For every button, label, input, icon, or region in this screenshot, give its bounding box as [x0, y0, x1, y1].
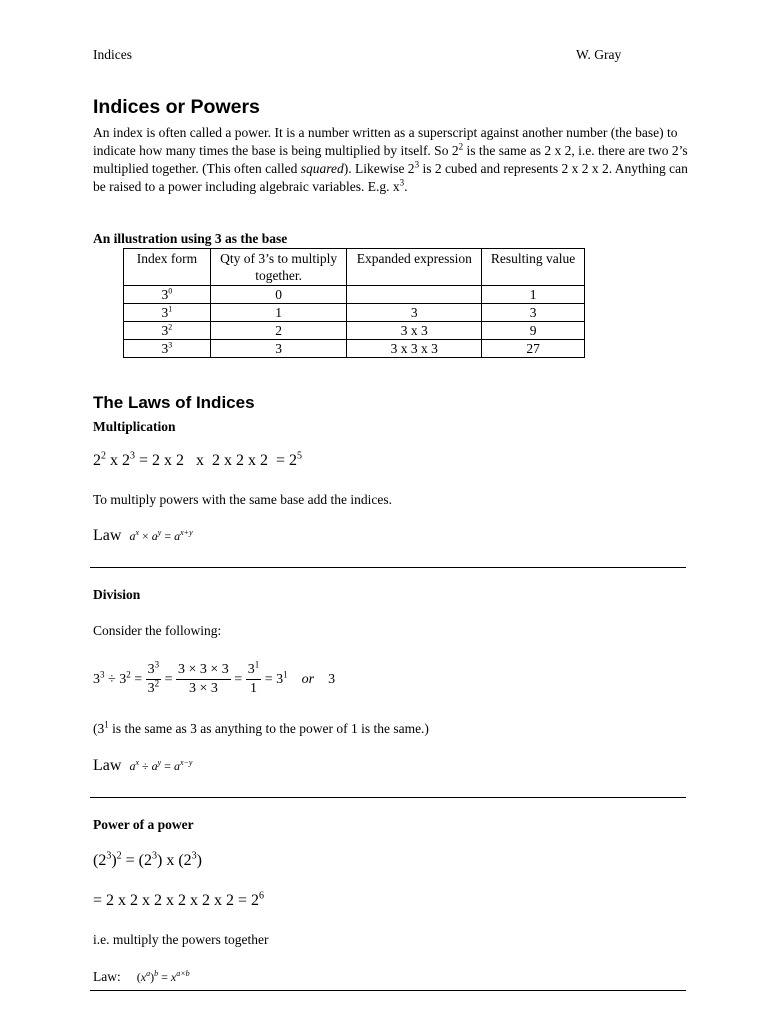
value-cell: 1	[482, 286, 585, 304]
expanded-cell	[347, 286, 482, 304]
qty-cell: 3	[210, 340, 347, 358]
power-law: Law: $(x^a)^b = x^{a\times b}$	[93, 969, 190, 984]
page-title: Indices or Powers	[93, 96, 260, 118]
index-form-cell: $3^3$	[124, 340, 211, 358]
division-example: $3^3 \div 3^2$ = $\frac{3^3}{3^2}$ = $\frac{3 \times 3 \times 3}{3 \times 3}$ = $\frac{3^1}{1}$ = $3^1$ or 3	[93, 659, 336, 697]
multiplication-example: $2^2$ x $2^3 = 2$ x 2 x 2 x 2 x $2 = 2^5$	[93, 450, 303, 469]
power-note: i.e. multiply the powers together	[93, 932, 269, 947]
table-row	[124, 322, 585, 340]
value-cell: 27	[482, 340, 585, 358]
header-left: Indices	[93, 47, 132, 62]
table-row	[124, 340, 585, 358]
fraction: $\frac{3^1}{1}$	[247, 659, 260, 697]
col-header-expanded: Expanded expression	[347, 249, 482, 286]
header-right: W. Gray	[576, 47, 622, 62]
table-row	[124, 304, 585, 322]
col-header-index-form: Index form	[124, 249, 211, 286]
division-heading: Division	[93, 587, 141, 602]
qty-cell: 2	[210, 322, 347, 340]
section-divider	[90, 567, 686, 568]
division-consider: Consider the following:	[93, 623, 222, 638]
table-row	[124, 286, 585, 304]
power-example-1: $(2^3)^2 = (2^3)$ x $(2^3)$	[93, 850, 202, 869]
intro-paragraph: An index is often called a power. It is a number written as a superscript against another number (the base) to indicate how many times the base is being multiplied by itself. So $2^2$ is the same as 2 x 2, i.e. there are two 2’s multiplied together. (This often called squared). Likewise $2^3$ is 2 cubed and represents 2 x 2 x 2. Anything can be raised to a power including algebraic variables. E.g. $x^3$.	[93, 125, 688, 194]
illustration-table	[123, 248, 585, 358]
section-divider	[90, 990, 686, 991]
section-divider	[90, 797, 686, 798]
index-form-cell: $3^2$	[124, 322, 211, 340]
multiplication-law: Law $a^x \times a^y = a^{x+y}$	[93, 527, 193, 544]
power-example-2: = 2 x 2 x 2 x 2 x 2 x $2 = 2^6$	[93, 890, 265, 909]
division-law: Law $a^x \div a^y = a^{x-y}$	[93, 757, 193, 774]
fraction: $\frac{3 \times 3 \times 3}{3 \times 3}$	[178, 662, 229, 697]
illustration-caption: An illustration using 3 as the base	[93, 231, 288, 246]
power-heading: Power of a power	[93, 817, 194, 832]
expanded-cell: 3	[347, 304, 482, 322]
expanded-cell: 3 x 3 x 3	[347, 340, 482, 358]
value-cell: 9	[482, 322, 585, 340]
index-form-cell: $3^1$	[124, 304, 211, 322]
qty-cell: 1	[210, 304, 347, 322]
col-header-value: Resulting value	[482, 249, 585, 286]
fraction: $\frac{3^3}{3^2}$	[147, 659, 160, 697]
value-cell: 3	[482, 304, 585, 322]
qty-cell: 0	[210, 286, 347, 304]
laws-title: The Laws of Indices	[93, 393, 255, 412]
table-header-row	[124, 249, 585, 286]
index-form-cell: $3^0$	[124, 286, 211, 304]
multiplication-heading: Multiplication	[93, 419, 176, 434]
expanded-cell: 3 x 3	[347, 322, 482, 340]
division-note: ($3^1$ is the same as 3 as anything to the power of 1 is the same.)	[93, 719, 429, 736]
col-header-qty: Qty of 3’s to multiply together.	[210, 249, 347, 286]
multiplication-note: To multiply powers with the same base add the indices.	[93, 492, 392, 507]
